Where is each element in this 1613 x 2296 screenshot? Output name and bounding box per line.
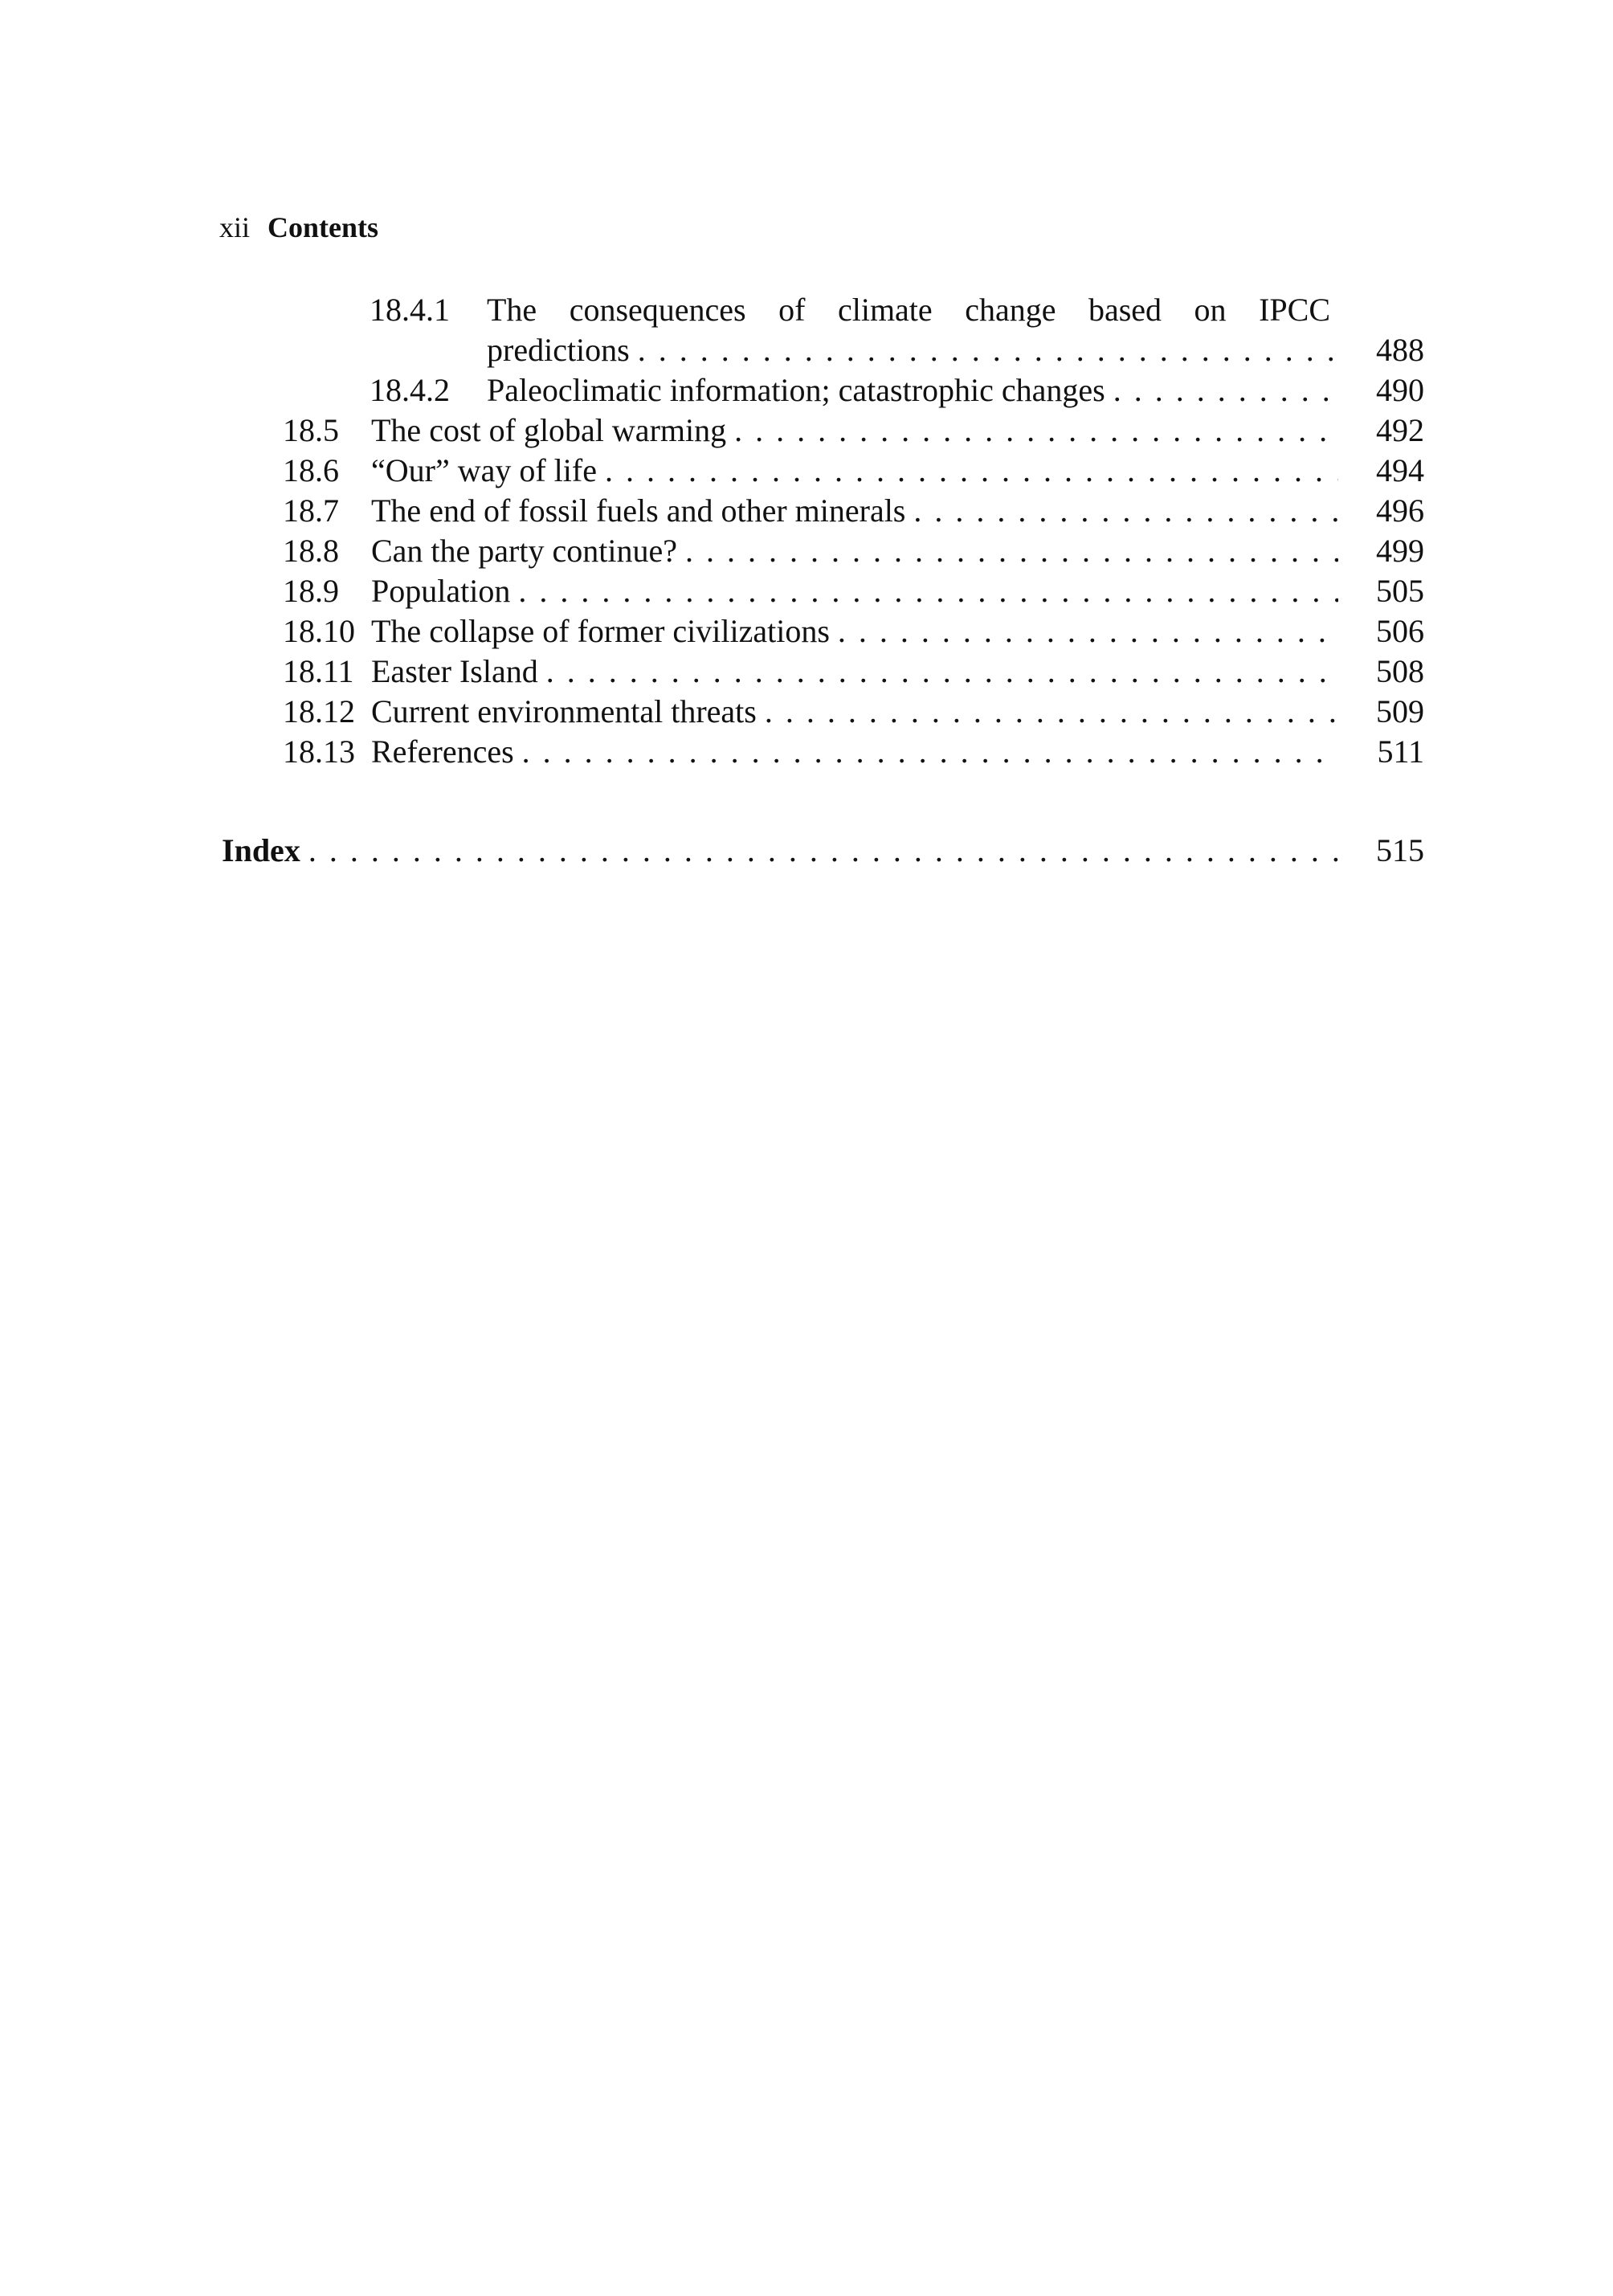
dot-leader: [830, 611, 1338, 652]
toc-entry-page: 488: [1376, 332, 1424, 368]
toc-entry-18-4-1-continued[interactable]: [0, 330, 1613, 370]
toc-entry-18-9[interactable]: [0, 571, 1613, 611]
toc-entry-number: 18.7: [283, 492, 339, 529]
toc-entry-number: 18.12: [283, 693, 355, 729]
toc-entry-title: Can the party continue?: [371, 533, 677, 569]
toc-entry-title: The end of fossil fuels and other minerals: [371, 492, 906, 529]
toc-entry-page: 511: [1377, 733, 1424, 770]
page-folio: xii: [219, 211, 251, 243]
dot-leader: [905, 491, 1338, 531]
dot-leader: [630, 330, 1338, 370]
toc-entry-number: 18.13: [283, 733, 355, 770]
toc-entry-title: References: [371, 733, 514, 770]
dot-leader: [510, 571, 1338, 611]
dot-leader: [1105, 370, 1338, 411]
running-head-title: Contents: [267, 211, 379, 243]
toc-entry-number: 18.10: [283, 613, 355, 649]
dot-leader: [597, 451, 1338, 491]
dot-leader: [726, 411, 1338, 451]
toc-entry-title: “Our” way of life: [371, 452, 597, 488]
toc-entry-18-12[interactable]: [0, 692, 1613, 732]
toc-entry-18-10[interactable]: [0, 611, 1613, 652]
toc-entry-number: 18.11: [283, 653, 354, 689]
toc-entry-18-11[interactable]: [0, 652, 1613, 692]
toc-entry-page: 490: [1376, 372, 1424, 408]
toc-entry-page: 505: [1376, 573, 1424, 609]
toc-entry-title: Easter Island: [371, 653, 538, 689]
toc-entry-18-4-2[interactable]: [0, 370, 1613, 411]
toc-entry-number: 18.9: [283, 573, 339, 609]
toc-entry-page: 492: [1376, 412, 1424, 448]
toc-entry-number: 18.4.2: [370, 372, 450, 408]
toc-entry-number: 18.8: [283, 533, 339, 569]
toc-entry-number: 18.5: [283, 412, 339, 448]
toc-index-title: Index: [222, 832, 300, 868]
toc-entry-title: Population: [371, 573, 511, 609]
toc-entry-page: 509: [1376, 693, 1424, 729]
toc-entry-page: 506: [1376, 613, 1424, 649]
toc-entry-title: predictions: [487, 332, 630, 368]
toc-entry-number: 18.6: [283, 452, 339, 488]
toc-entry-18-6[interactable]: [0, 451, 1613, 491]
toc-entry-page: 496: [1376, 492, 1424, 529]
dot-leader: [677, 531, 1338, 571]
toc-entry-title: Current environmental threats: [371, 693, 757, 729]
dot-leader: [757, 692, 1338, 732]
toc-entry-title: The cost of global warming: [371, 412, 727, 448]
toc-entry-number: 18.4.1: [370, 292, 450, 328]
dot-leader: [538, 652, 1338, 692]
running-head: [219, 207, 378, 247]
toc-entry-18-7[interactable]: [0, 491, 1613, 531]
dot-leader: [514, 732, 1338, 772]
dot-leader: [300, 831, 1338, 871]
toc-entry-title: Paleoclimatic information; catastrophic changes: [487, 372, 1105, 408]
toc-entry-18-13[interactable]: [0, 732, 1613, 772]
toc-entry-18-5[interactable]: [0, 411, 1613, 451]
toc-entry-title: The consequences of climate change based on IPCC: [487, 292, 1330, 328]
toc-entry-18-8[interactable]: [0, 531, 1613, 571]
toc-entry-18-4-1[interactable]: [0, 290, 1613, 330]
toc-index-page: 515: [1376, 832, 1424, 868]
toc-entry-page: 508: [1376, 653, 1424, 689]
toc-entry-page: 494: [1376, 452, 1424, 488]
toc-entry-title: The collapse of former civilizations: [371, 613, 830, 649]
toc-entry-page: 499: [1376, 533, 1424, 569]
toc-entry-index[interactable]: [0, 831, 1613, 871]
